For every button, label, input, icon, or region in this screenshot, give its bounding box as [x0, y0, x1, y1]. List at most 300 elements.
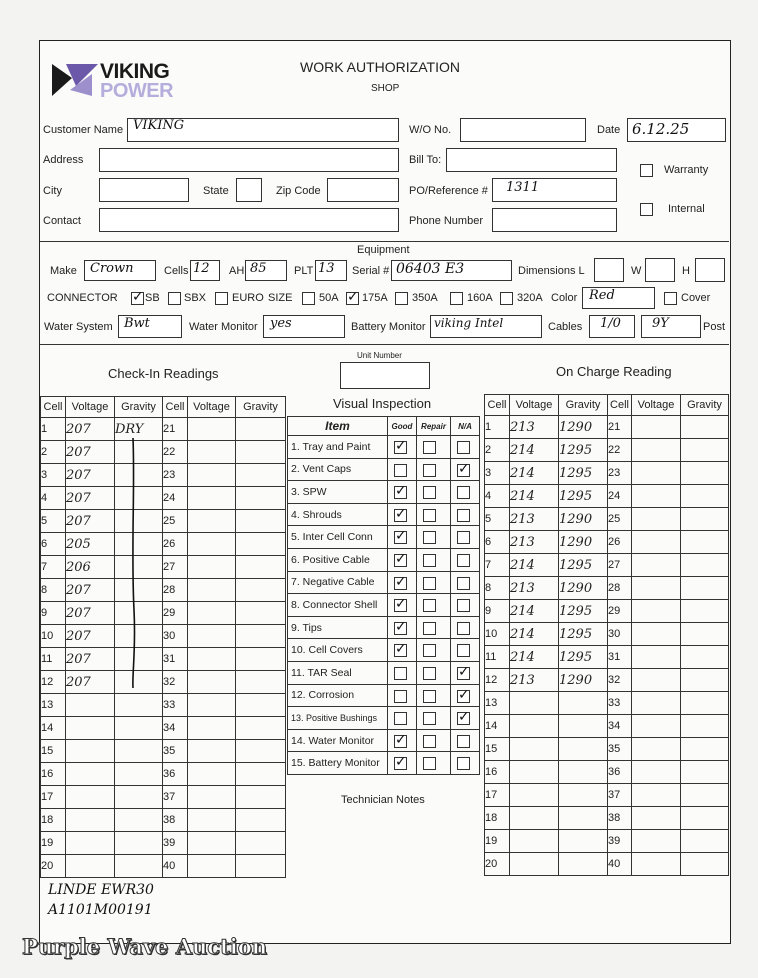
column-header: Gravity	[559, 395, 608, 416]
na-checkbox[interactable]	[457, 531, 470, 544]
voltage-cell[interactable]	[188, 418, 236, 441]
voltage-cell[interactable]	[632, 692, 681, 715]
gravity-cell[interactable]	[236, 786, 286, 809]
voltage-cell[interactable]	[632, 669, 681, 692]
50a-checkbox[interactable]	[302, 292, 315, 305]
gravity-cell[interactable]	[681, 784, 729, 807]
voltage-cell[interactable]	[632, 646, 681, 669]
gravity-cell[interactable]	[115, 694, 163, 717]
visual-inspection-table	[287, 416, 480, 775]
na-checkbox[interactable]	[457, 667, 470, 680]
gravity-cell[interactable]	[559, 692, 608, 715]
inspection-repair-cell	[417, 661, 451, 684]
cell-number: 22	[608, 439, 632, 462]
repair-checkbox[interactable]	[423, 757, 436, 770]
voltage-cell[interactable]	[510, 784, 559, 807]
inspection-na-cell	[451, 729, 480, 752]
repair-checkbox[interactable]	[423, 735, 436, 748]
water-system-value: Bwt	[124, 316, 150, 331]
voltage-cell[interactable]	[510, 692, 559, 715]
voltage-cell[interactable]	[632, 600, 681, 623]
good-checkbox[interactable]	[394, 577, 407, 590]
gravity-cell[interactable]	[236, 441, 286, 464]
na-checkbox[interactable]	[457, 554, 470, 567]
gravity-cell[interactable]	[236, 487, 286, 510]
gravity-cell[interactable]: 1290	[559, 669, 608, 692]
cell-number: 34	[163, 717, 188, 740]
voltage-cell[interactable]	[188, 533, 236, 556]
voltage-cell[interactable]	[510, 807, 559, 830]
table-row	[41, 464, 286, 487]
voltage-cell[interactable]: 207	[66, 602, 115, 625]
voltage-cell[interactable]	[188, 579, 236, 602]
gravity-cell[interactable]	[236, 671, 286, 694]
gravity-cell[interactable]	[681, 692, 729, 715]
voltage-cell[interactable]	[510, 715, 559, 738]
table-row	[485, 462, 729, 485]
inspection-row	[288, 458, 480, 481]
gravity-cell[interactable]	[559, 738, 608, 761]
voltage-cell[interactable]	[188, 625, 236, 648]
voltage-cell[interactable]: 213	[510, 577, 559, 600]
na-checkbox[interactable]	[457, 441, 470, 454]
voltage-cell[interactable]	[632, 623, 681, 646]
voltage-cell[interactable]: 214	[510, 646, 559, 669]
phone-number-field[interactable]	[492, 208, 617, 232]
gravity-cell[interactable]	[115, 832, 163, 855]
good-checkbox[interactable]	[394, 644, 407, 657]
na-checkbox[interactable]	[457, 757, 470, 770]
gravity-cell[interactable]	[681, 715, 729, 738]
inspection-repair-cell	[417, 707, 451, 730]
gravity-cell[interactable]	[236, 694, 286, 717]
inspection-row	[288, 752, 480, 775]
cell-number: 15	[41, 740, 66, 763]
gravity-cell[interactable]: 1295	[559, 554, 608, 577]
contact-field[interactable]	[99, 208, 399, 232]
voltage-cell[interactable]	[188, 671, 236, 694]
voltage-cell[interactable]: 214	[510, 462, 559, 485]
na-checkbox[interactable]	[457, 644, 470, 657]
address-label: Address	[43, 154, 84, 166]
gravity-cell[interactable]	[681, 600, 729, 623]
gravity-cell[interactable]	[236, 855, 286, 878]
column-header: Voltage	[66, 397, 115, 418]
voltage-cell[interactable]: 214	[510, 600, 559, 623]
voltage-cell[interactable]: 207	[66, 510, 115, 533]
gravity-cell[interactable]	[115, 786, 163, 809]
na-checkbox[interactable]	[457, 599, 470, 612]
good-checkbox[interactable]	[394, 441, 407, 454]
gravity-cell[interactable]: 1295	[559, 623, 608, 646]
inspection-repair-cell	[417, 571, 451, 594]
gravity-cell[interactable]	[681, 577, 729, 600]
gravity-cell[interactable]	[681, 807, 729, 830]
cell-number: 27	[608, 554, 632, 577]
voltage-cell[interactable]: 207	[66, 464, 115, 487]
inspection-repair-cell	[417, 436, 451, 459]
table-row	[41, 487, 286, 510]
voltage-cell[interactable]	[188, 510, 236, 533]
na-checkbox[interactable]	[457, 622, 470, 635]
voltage-cell[interactable]	[188, 602, 236, 625]
table-row	[41, 740, 286, 763]
repair-checkbox[interactable]	[423, 712, 436, 725]
gravity-cell[interactable]	[681, 623, 729, 646]
350a-checkbox[interactable]	[395, 292, 408, 305]
na-checkbox[interactable]	[457, 486, 470, 499]
cell-number: 39	[608, 830, 632, 853]
column-header: Gravity	[115, 397, 163, 418]
gravity-cell[interactable]	[559, 715, 608, 738]
voltage-cell[interactable]	[66, 694, 115, 717]
gravity-cell[interactable]: 1290	[559, 508, 608, 531]
voltage-cell[interactable]: 207	[66, 648, 115, 671]
175a-checkbox[interactable]	[346, 292, 359, 305]
gravity-cell[interactable]	[236, 763, 286, 786]
175a-label: 175A	[362, 292, 388, 304]
voltage-cell[interactable]	[66, 809, 115, 832]
cell-number: 35	[608, 738, 632, 761]
repair-checkbox[interactable]	[423, 441, 436, 454]
gravity-cell[interactable]	[115, 717, 163, 740]
gravity-cell[interactable]	[681, 508, 729, 531]
voltage-cell[interactable]	[632, 416, 681, 439]
repair-checkbox[interactable]	[423, 599, 436, 612]
cell-number: 9	[485, 600, 510, 623]
dimension-w-field[interactable]	[645, 258, 675, 282]
good-checkbox[interactable]	[394, 712, 407, 725]
voltage-cell[interactable]	[188, 487, 236, 510]
post-field[interactable]	[641, 315, 701, 338]
gravity-cell[interactable]	[236, 579, 286, 602]
cover-checkbox[interactable]	[664, 292, 677, 305]
dimension-l-field[interactable]	[594, 258, 624, 282]
gravity-cell[interactable]	[681, 761, 729, 784]
repair-checkbox[interactable]	[423, 464, 436, 477]
gravity-cell[interactable]	[681, 669, 729, 692]
voltage-cell[interactable]: 214	[510, 439, 559, 462]
gravity-cell[interactable]	[115, 809, 163, 832]
voltage-cell[interactable]: 207	[66, 418, 115, 441]
voltage-cell[interactable]	[188, 648, 236, 671]
inspection-na-cell	[451, 526, 480, 549]
gravity-cell[interactable]: 1290	[559, 531, 608, 554]
voltage-cell[interactable]: 213	[510, 669, 559, 692]
good-checkbox[interactable]	[394, 464, 407, 477]
column-header: Voltage	[632, 395, 681, 416]
voltage-cell[interactable]: 213	[510, 508, 559, 531]
50a-label: 50A	[319, 292, 339, 304]
na-checkbox[interactable]	[457, 690, 470, 703]
zip-code-field[interactable]	[327, 178, 399, 202]
table-row	[485, 600, 729, 623]
voltage-cell[interactable]	[188, 717, 236, 740]
gravity-cell[interactable]	[236, 556, 286, 579]
on-charge-reading-table	[484, 394, 729, 876]
gravity-cell[interactable]	[681, 485, 729, 508]
gravity-cell[interactable]: 1295	[559, 646, 608, 669]
voltage-cell[interactable]	[632, 531, 681, 554]
voltage-cell[interactable]	[510, 830, 559, 853]
voltage-cell[interactable]	[510, 853, 559, 876]
voltage-cell[interactable]	[66, 832, 115, 855]
repair-checkbox[interactable]	[423, 554, 436, 567]
repair-checkbox[interactable]	[423, 486, 436, 499]
voltage-cell[interactable]	[632, 738, 681, 761]
gravity-cell[interactable]	[115, 763, 163, 786]
gravity-cell[interactable]: 1295	[559, 462, 608, 485]
euro-checkbox[interactable]	[215, 292, 228, 305]
inspection-repair-cell	[417, 616, 451, 639]
unit-number-label: Unit Number	[357, 351, 402, 360]
gravity-cell[interactable]	[236, 809, 286, 832]
voltage-cell[interactable]	[188, 556, 236, 579]
gravity-cell[interactable]	[236, 533, 286, 556]
contact-label: Contact	[43, 215, 81, 227]
table-row	[41, 602, 286, 625]
repair-checkbox[interactable]	[423, 622, 436, 635]
ah-value: 85	[250, 261, 267, 276]
gravity-cell[interactable]: 1290	[559, 577, 608, 600]
bill-to-label: Bill To:	[409, 154, 442, 166]
voltage-cell[interactable]	[66, 717, 115, 740]
repair-checkbox[interactable]	[423, 577, 436, 590]
gravity-cell[interactable]	[559, 784, 608, 807]
color-label: Color	[551, 292, 578, 304]
repair-checkbox[interactable]	[423, 531, 436, 544]
320a-checkbox[interactable]	[500, 292, 513, 305]
gravity-cell[interactable]: DRY	[115, 418, 163, 441]
voltage-cell[interactable]: 207	[66, 671, 115, 694]
160a-label: 160A	[467, 292, 493, 304]
address-field[interactable]	[99, 148, 399, 172]
gravity-cell[interactable]	[559, 807, 608, 830]
inspection-repair-cell	[417, 458, 451, 481]
table-row	[41, 855, 286, 878]
voltage-cell[interactable]	[188, 832, 236, 855]
voltage-cell[interactable]	[66, 763, 115, 786]
na-checkbox[interactable]	[457, 712, 470, 725]
gravity-cell[interactable]	[681, 646, 729, 669]
gravity-cell[interactable]: 1290	[559, 416, 608, 439]
gravity-cell[interactable]	[236, 740, 286, 763]
repair-checkbox[interactable]	[423, 644, 436, 657]
voltage-cell[interactable]: 207	[66, 625, 115, 648]
voltage-cell[interactable]	[632, 577, 681, 600]
voltage-cell[interactable]	[632, 485, 681, 508]
gravity-cell[interactable]	[681, 531, 729, 554]
gravity-cell[interactable]	[236, 648, 286, 671]
voltage-cell[interactable]: 214	[510, 485, 559, 508]
voltage-cell[interactable]	[632, 508, 681, 531]
gravity-cell[interactable]	[236, 832, 286, 855]
gravity-cell[interactable]	[236, 418, 286, 441]
internal-checkbox[interactable]	[640, 203, 653, 216]
viking-logo-icon	[52, 60, 100, 100]
na-checkbox[interactable]	[457, 464, 470, 477]
voltage-cell[interactable]	[188, 464, 236, 487]
cell-number: 5	[41, 510, 66, 533]
gravity-cell[interactable]	[559, 853, 608, 876]
gravity-cell[interactable]	[559, 761, 608, 784]
voltage-cell[interactable]: 207	[66, 487, 115, 510]
cell-number: 26	[608, 531, 632, 554]
zip-code-label: Zip Code	[276, 185, 321, 197]
battery-monitor-label: Battery Monitor	[351, 321, 426, 333]
gravity-cell[interactable]	[681, 439, 729, 462]
160a-checkbox[interactable]	[450, 292, 463, 305]
good-checkbox[interactable]	[394, 486, 407, 499]
gravity-cell[interactable]	[559, 830, 608, 853]
inspection-good-cell	[388, 661, 417, 684]
sb-checkbox[interactable]	[131, 292, 144, 305]
cell-number: 17	[485, 784, 510, 807]
inspection-na-cell	[451, 639, 480, 662]
table-row	[41, 441, 286, 464]
euro-label: EURO	[232, 292, 264, 304]
voltage-cell[interactable]	[188, 763, 236, 786]
voltage-cell[interactable]	[632, 439, 681, 462]
gravity-cell[interactable]	[236, 510, 286, 533]
gravity-cell[interactable]: 1295	[559, 439, 608, 462]
gravity-cell[interactable]	[681, 554, 729, 577]
voltage-cell[interactable]	[510, 761, 559, 784]
cell-number: 6	[41, 533, 66, 556]
cell-number: 18	[485, 807, 510, 830]
gravity-cell[interactable]: 1295	[559, 600, 608, 623]
ah-label: AH	[229, 265, 245, 277]
voltage-cell[interactable]	[632, 761, 681, 784]
voltage-cell[interactable]	[66, 740, 115, 763]
state-field[interactable]	[236, 178, 262, 202]
good-checkbox[interactable]	[394, 667, 407, 680]
water-monitor-label: Water Monitor	[189, 321, 258, 333]
na-checkbox[interactable]	[457, 735, 470, 748]
column-header: Gravity	[681, 395, 729, 416]
repair-checkbox[interactable]	[423, 690, 436, 703]
cell-number: 21	[163, 418, 188, 441]
water-monitor-value: yes	[270, 316, 292, 331]
unit-number-field[interactable]	[340, 362, 430, 389]
good-checkbox[interactable]	[394, 554, 407, 567]
gravity-cell[interactable]	[681, 853, 729, 876]
gravity-cell[interactable]	[681, 416, 729, 439]
gravity-cell[interactable]	[681, 738, 729, 761]
cell-number: 1	[485, 416, 510, 439]
inspection-item-label: 1. Tray and Paint	[288, 436, 388, 459]
gravity-cell[interactable]	[115, 740, 163, 763]
good-checkbox[interactable]	[394, 735, 407, 748]
table-row	[485, 692, 729, 715]
voltage-cell[interactable]	[632, 554, 681, 577]
gravity-cell[interactable]	[681, 462, 729, 485]
good-checkbox[interactable]	[394, 622, 407, 635]
city-label: City	[43, 185, 62, 197]
gravity-cell[interactable]	[236, 625, 286, 648]
inspection-row	[288, 503, 480, 526]
voltage-cell[interactable]: 213	[510, 531, 559, 554]
voltage-cell[interactable]: 214	[510, 554, 559, 577]
voltage-cell[interactable]	[188, 740, 236, 763]
column-header: Cell	[485, 395, 510, 416]
cell-number: 34	[608, 715, 632, 738]
good-checkbox[interactable]	[394, 509, 407, 522]
inspection-item-label: 3. SPW	[288, 481, 388, 504]
gravity-cell[interactable]	[236, 602, 286, 625]
voltage-cell[interactable]	[66, 855, 115, 878]
voltage-cell[interactable]: 214	[510, 623, 559, 646]
voltage-cell[interactable]	[632, 784, 681, 807]
inspection-na-cell	[451, 436, 480, 459]
cell-number: 13	[485, 692, 510, 715]
good-checkbox[interactable]	[394, 531, 407, 544]
repair-checkbox[interactable]	[423, 667, 436, 680]
dimension-h-field[interactable]	[695, 258, 725, 282]
gravity-cell[interactable]	[115, 855, 163, 878]
cell-number: 31	[608, 646, 632, 669]
wo-number-field[interactable]	[460, 118, 586, 142]
cell-number: 8	[485, 577, 510, 600]
voltage-cell[interactable]	[66, 786, 115, 809]
sbx-label: SBX	[184, 292, 207, 304]
gravity-cell[interactable]	[681, 830, 729, 853]
inspection-row	[288, 481, 480, 504]
cell-number: 2	[485, 439, 510, 462]
bill-to-field[interactable]	[446, 148, 617, 172]
table-row	[485, 669, 729, 692]
voltage-cell[interactable]	[632, 462, 681, 485]
voltage-cell[interactable]	[188, 809, 236, 832]
voltage-cell[interactable]: 206	[66, 556, 115, 579]
good-checkbox[interactable]	[394, 757, 407, 770]
voltage-cell[interactable]	[632, 807, 681, 830]
voltage-cell[interactable]	[188, 786, 236, 809]
voltage-cell[interactable]: 205	[66, 533, 115, 556]
voltage-cell[interactable]	[632, 853, 681, 876]
na-checkbox[interactable]	[457, 509, 470, 522]
cell-number: 15	[485, 738, 510, 761]
cell-number: 26	[163, 533, 188, 556]
table-row	[485, 577, 729, 600]
voltage-cell[interactable]	[632, 830, 681, 853]
repair-checkbox[interactable]	[423, 509, 436, 522]
voltage-cell[interactable]	[188, 855, 236, 878]
gravity-cell[interactable]	[236, 717, 286, 740]
voltage-cell[interactable]: 207	[66, 579, 115, 602]
voltage-cell[interactable]	[632, 715, 681, 738]
gravity-cell[interactable]: 1295	[559, 485, 608, 508]
voltage-cell[interactable]	[188, 694, 236, 717]
city-field[interactable]	[99, 178, 189, 202]
na-checkbox[interactable]	[457, 577, 470, 590]
cell-number: 13	[41, 694, 66, 717]
voltage-cell[interactable]	[188, 441, 236, 464]
inspection-repair-cell	[417, 684, 451, 707]
voltage-cell[interactable]: 207	[66, 441, 115, 464]
voltage-cell[interactable]	[510, 738, 559, 761]
table-row	[41, 418, 286, 441]
make-label: Make	[50, 265, 77, 277]
voltage-cell[interactable]: 213	[510, 416, 559, 439]
good-checkbox[interactable]	[394, 690, 407, 703]
warranty-checkbox[interactable]	[640, 164, 653, 177]
equipment-section-label: Equipment	[357, 244, 410, 256]
divider	[40, 241, 729, 242]
good-checkbox[interactable]	[394, 599, 407, 612]
sbx-checkbox[interactable]	[168, 292, 181, 305]
gravity-cell[interactable]	[236, 464, 286, 487]
